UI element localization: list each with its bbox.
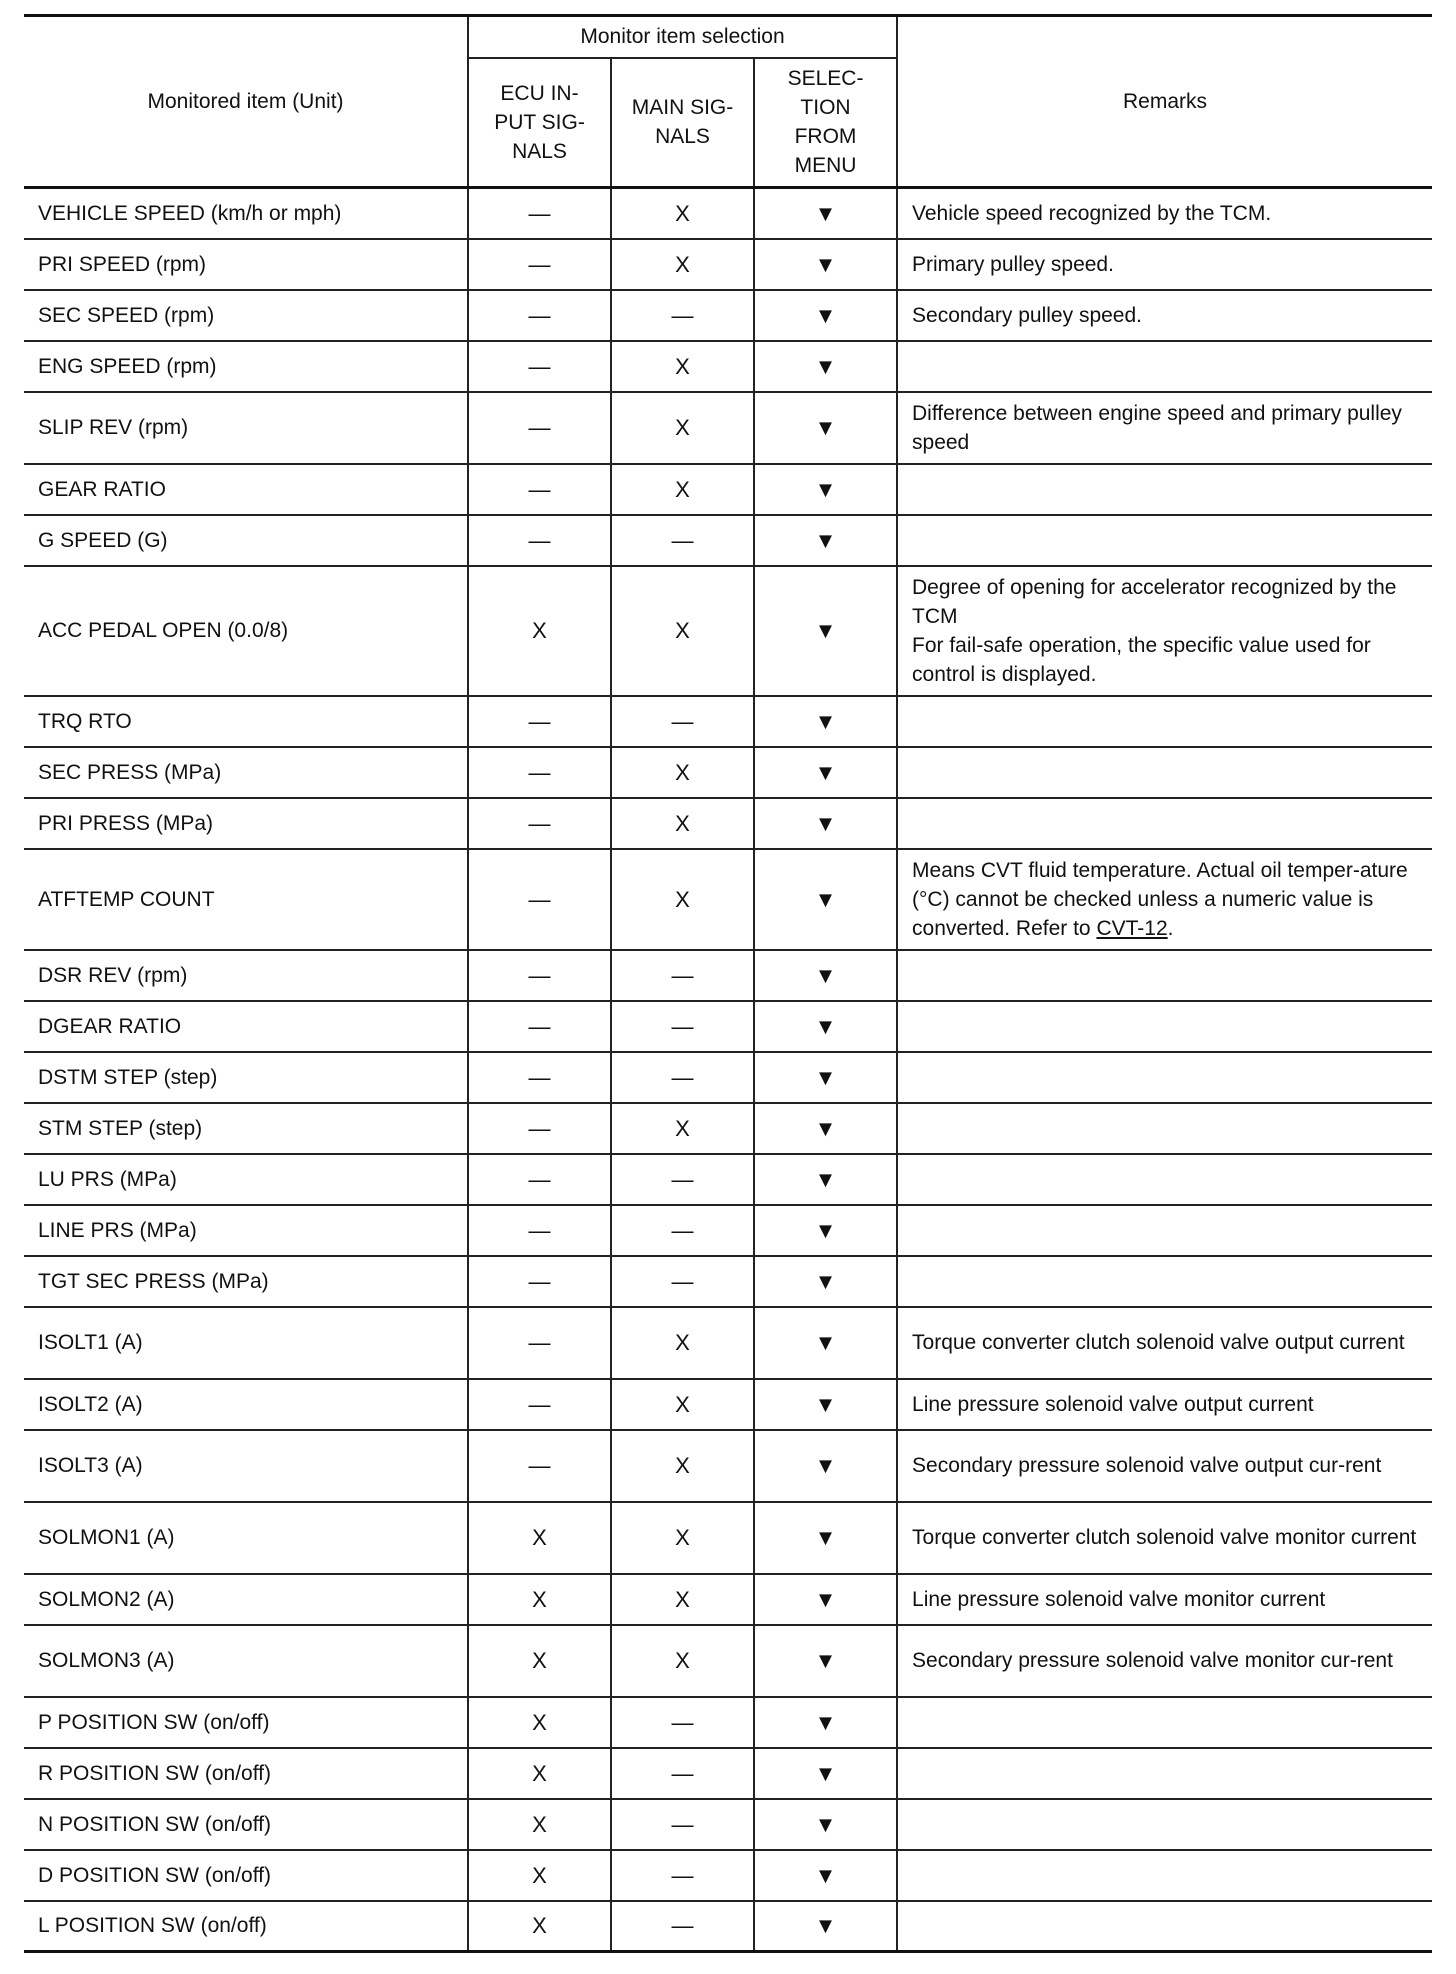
row-main-signal-mark: — xyxy=(611,1052,754,1103)
row-item: GEAR RATIO xyxy=(24,464,468,515)
row-menu-mark: ▼ xyxy=(754,188,897,239)
row-remarks: Difference between engine speed and primary pulley speed xyxy=(897,392,1432,464)
table-row xyxy=(24,849,1432,950)
row-remarks xyxy=(897,696,1432,747)
row-item: DSTM STEP (step) xyxy=(24,1052,468,1103)
row-remarks xyxy=(897,798,1432,849)
row-main-signal-mark: — xyxy=(611,1205,754,1256)
row-ecu-input-mark: — xyxy=(468,798,611,849)
row-main-signal-mark: — xyxy=(611,1154,754,1205)
row-item: SOLMON2 (A) xyxy=(24,1574,468,1625)
table-row xyxy=(24,1256,1432,1307)
row-item: ENG SPEED (rpm) xyxy=(24,341,468,392)
table-row xyxy=(24,1154,1432,1205)
row-item: SLIP REV (rpm) xyxy=(24,392,468,464)
row-main-signal-mark: X xyxy=(611,1430,754,1502)
remarks-text: Means CVT fluid temperature. Actual oil temper-ature (°C) cannot be checked unless a numeric value is converted. Refer to xyxy=(912,858,1408,940)
row-remarks xyxy=(897,950,1432,1001)
row-menu-mark: ▼ xyxy=(754,1307,897,1379)
row-ecu-input-mark: — xyxy=(468,1103,611,1154)
row-remarks: Secondary pulley speed. xyxy=(897,290,1432,341)
row-menu-mark: ▼ xyxy=(754,849,897,950)
row-ecu-input-mark: — xyxy=(468,747,611,798)
row-menu-mark: ▼ xyxy=(754,1430,897,1502)
row-item: N POSITION SW (on/off) xyxy=(24,1799,468,1850)
row-menu-mark: ▼ xyxy=(754,566,897,696)
row-main-signal-mark: X xyxy=(611,798,754,849)
row-main-signal-mark: — xyxy=(611,1697,754,1748)
row-item: P POSITION SW (on/off) xyxy=(24,1697,468,1748)
row-item: D POSITION SW (on/off) xyxy=(24,1850,468,1901)
row-remarks xyxy=(897,1850,1432,1901)
row-remarks xyxy=(897,1256,1432,1307)
row-ecu-input-mark: — xyxy=(468,1052,611,1103)
table-row xyxy=(24,515,1432,566)
row-remarks: Degree of opening for accelerator recognized by the TCM For fail-safe operation, the specific value used for control is displayed. xyxy=(897,566,1432,696)
row-ecu-input-mark: — xyxy=(468,188,611,239)
table-row xyxy=(24,1205,1432,1256)
table-row xyxy=(24,1625,1432,1697)
row-ecu-input-mark: X xyxy=(468,566,611,696)
header-main-signals: MAIN SIG- NALS xyxy=(611,58,754,188)
row-menu-mark: ▼ xyxy=(754,341,897,392)
table-row xyxy=(24,1697,1432,1748)
row-remarks xyxy=(897,1154,1432,1205)
row-item: LINE PRS (MPa) xyxy=(24,1205,468,1256)
row-main-signal-mark: — xyxy=(611,950,754,1001)
table-row xyxy=(24,950,1432,1001)
row-main-signal-mark: X xyxy=(611,849,754,950)
row-remarks xyxy=(897,747,1432,798)
header-ecu-input-signals: ECU IN- PUT SIG- NALS xyxy=(468,58,611,188)
row-ecu-input-mark: X xyxy=(468,1574,611,1625)
row-main-signal-mark: X xyxy=(611,1307,754,1379)
table-row xyxy=(24,566,1432,696)
row-main-signal-mark: X xyxy=(611,464,754,515)
row-remarks xyxy=(897,1001,1432,1052)
row-ecu-input-mark: — xyxy=(468,1307,611,1379)
table-row xyxy=(24,1001,1432,1052)
row-item: ISOLT1 (A) xyxy=(24,1307,468,1379)
row-main-signal-mark: — xyxy=(611,1256,754,1307)
row-item: SOLMON1 (A) xyxy=(24,1502,468,1574)
row-main-signal-mark: X xyxy=(611,188,754,239)
table-row xyxy=(24,1574,1432,1625)
row-item: ACC PEDAL OPEN (0.0/8) xyxy=(24,566,468,696)
row-menu-mark: ▼ xyxy=(754,1379,897,1430)
row-item: ISOLT2 (A) xyxy=(24,1379,468,1430)
row-menu-mark: ▼ xyxy=(754,1799,897,1850)
row-main-signal-mark: X xyxy=(611,1379,754,1430)
row-main-signal-mark: X xyxy=(611,1625,754,1697)
row-main-signal-mark: X xyxy=(611,1502,754,1574)
row-menu-mark: ▼ xyxy=(754,1256,897,1307)
row-ecu-input-mark: — xyxy=(468,696,611,747)
row-item: L POSITION SW (on/off) xyxy=(24,1901,468,1952)
row-menu-mark: ▼ xyxy=(754,950,897,1001)
row-menu-mark: ▼ xyxy=(754,1574,897,1625)
row-remarks: Vehicle speed recognized by the TCM. xyxy=(897,188,1432,239)
table-row xyxy=(24,1307,1432,1379)
row-menu-mark: ▼ xyxy=(754,1103,897,1154)
table-row xyxy=(24,747,1432,798)
row-item: SOLMON3 (A) xyxy=(24,1625,468,1697)
row-ecu-input-mark: X xyxy=(468,1748,611,1799)
row-main-signal-mark: X xyxy=(611,392,754,464)
table-row xyxy=(24,1052,1432,1103)
row-menu-mark: ▼ xyxy=(754,1850,897,1901)
row-menu-mark: ▼ xyxy=(754,1901,897,1952)
row-menu-mark: ▼ xyxy=(754,515,897,566)
row-main-signal-mark: — xyxy=(611,1850,754,1901)
row-item: TRQ RTO xyxy=(24,696,468,747)
row-menu-mark: ▼ xyxy=(754,1697,897,1748)
row-menu-mark: ▼ xyxy=(754,239,897,290)
row-ecu-input-mark: — xyxy=(468,290,611,341)
table-row xyxy=(24,392,1432,464)
table-row xyxy=(24,1748,1432,1799)
row-ecu-input-mark: — xyxy=(468,239,611,290)
row-ecu-input-mark: — xyxy=(468,1205,611,1256)
row-remarks xyxy=(897,464,1432,515)
row-item: STM STEP (step) xyxy=(24,1103,468,1154)
row-remarks: Torque converter clutch solenoid valve output current xyxy=(897,1307,1432,1379)
row-ecu-input-mark: — xyxy=(468,950,611,1001)
row-ecu-input-mark: — xyxy=(468,1154,611,1205)
row-ecu-input-mark: X xyxy=(468,1850,611,1901)
row-main-signal-mark: X xyxy=(611,747,754,798)
table-row xyxy=(24,239,1432,290)
table-row xyxy=(24,1850,1432,1901)
row-item: PRI SPEED (rpm) xyxy=(24,239,468,290)
row-ecu-input-mark: — xyxy=(468,464,611,515)
row-menu-mark: ▼ xyxy=(754,696,897,747)
row-remarks: Line pressure solenoid valve monitor current xyxy=(897,1574,1432,1625)
row-remarks: Secondary pressure solenoid valve monitor cur-rent xyxy=(897,1625,1432,1697)
row-ecu-input-mark: X xyxy=(468,1901,611,1952)
row-ecu-input-mark: — xyxy=(468,392,611,464)
row-menu-mark: ▼ xyxy=(754,1625,897,1697)
row-ecu-input-mark: — xyxy=(468,341,611,392)
monitor-item-table xyxy=(24,14,1432,1953)
row-ecu-input-mark: — xyxy=(468,1001,611,1052)
row-menu-mark: ▼ xyxy=(754,1052,897,1103)
row-ecu-input-mark: — xyxy=(468,1256,611,1307)
row-ecu-input-mark: X xyxy=(468,1697,611,1748)
row-ecu-input-mark: X xyxy=(468,1502,611,1574)
row-remarks xyxy=(897,1052,1432,1103)
row-item: TGT SEC PRESS (MPa) xyxy=(24,1256,468,1307)
row-remarks: Primary pulley speed. xyxy=(897,239,1432,290)
table-row xyxy=(24,464,1432,515)
row-item: G SPEED (G) xyxy=(24,515,468,566)
table-row xyxy=(24,1901,1432,1952)
row-ecu-input-mark: — xyxy=(468,1379,611,1430)
row-item: VEHICLE SPEED (km/h or mph) xyxy=(24,188,468,239)
header-selection-from-menu: SELEC- TION FROM MENU xyxy=(754,58,897,188)
row-main-signal-mark: — xyxy=(611,1799,754,1850)
table-row xyxy=(24,1379,1432,1430)
header-remarks: Remarks xyxy=(897,16,1432,188)
table-row xyxy=(24,1430,1432,1502)
row-remarks xyxy=(897,1901,1432,1952)
row-main-signal-mark: — xyxy=(611,1748,754,1799)
table-row xyxy=(24,1502,1432,1574)
row-main-signal-mark: X xyxy=(611,239,754,290)
row-main-signal-mark: X xyxy=(611,1103,754,1154)
row-main-signal-mark: X xyxy=(611,341,754,392)
table-row xyxy=(24,341,1432,392)
row-remarks: Line pressure solenoid valve output current xyxy=(897,1379,1432,1430)
row-menu-mark: ▼ xyxy=(754,1154,897,1205)
row-ecu-input-mark: X xyxy=(468,1799,611,1850)
row-remarks xyxy=(897,1748,1432,1799)
row-main-signal-mark: — xyxy=(611,1901,754,1952)
row-remarks: Torque converter clutch solenoid valve monitor current xyxy=(897,1502,1432,1574)
row-menu-mark: ▼ xyxy=(754,1748,897,1799)
row-main-signal-mark: X xyxy=(611,1574,754,1625)
row-ecu-input-mark: — xyxy=(468,1430,611,1502)
table-row xyxy=(24,1103,1432,1154)
row-item: SEC SPEED (rpm) xyxy=(24,290,468,341)
table-row xyxy=(24,1799,1432,1850)
reference-link-cvt-12[interactable]: CVT-12 xyxy=(1096,916,1168,940)
row-menu-mark: ▼ xyxy=(754,392,897,464)
row-item: ATFTEMP COUNT xyxy=(24,849,468,950)
row-main-signal-mark: X xyxy=(611,566,754,696)
remarks-end: . xyxy=(1167,916,1174,940)
row-item: DGEAR RATIO xyxy=(24,1001,468,1052)
row-item: LU PRS (MPa) xyxy=(24,1154,468,1205)
row-menu-mark: ▼ xyxy=(754,1205,897,1256)
row-item: PRI PRESS (MPa) xyxy=(24,798,468,849)
row-menu-mark: ▼ xyxy=(754,1001,897,1052)
row-item: ISOLT3 (A) xyxy=(24,1430,468,1502)
table-row xyxy=(24,290,1432,341)
table-row xyxy=(24,188,1432,239)
row-remarks xyxy=(897,849,1432,950)
row-main-signal-mark: — xyxy=(611,515,754,566)
table-row xyxy=(24,798,1432,849)
row-menu-mark: ▼ xyxy=(754,1502,897,1574)
row-ecu-input-mark: — xyxy=(468,515,611,566)
row-item: R POSITION SW (on/off) xyxy=(24,1748,468,1799)
row-ecu-input-mark: X xyxy=(468,1625,611,1697)
row-menu-mark: ▼ xyxy=(754,464,897,515)
row-remarks: Secondary pressure solenoid valve output cur-rent xyxy=(897,1430,1432,1502)
row-remarks xyxy=(897,1205,1432,1256)
row-remarks xyxy=(897,1103,1432,1154)
row-item: DSR REV (rpm) xyxy=(24,950,468,1001)
row-main-signal-mark: — xyxy=(611,696,754,747)
row-remarks xyxy=(897,515,1432,566)
row-item: SEC PRESS (MPa) xyxy=(24,747,468,798)
row-remarks xyxy=(897,1697,1432,1748)
row-remarks xyxy=(897,1799,1432,1850)
row-remarks xyxy=(897,341,1432,392)
header-monitored-item: Monitored item (Unit) xyxy=(24,16,468,188)
row-ecu-input-mark: — xyxy=(468,849,611,950)
table-row xyxy=(24,696,1432,747)
header-monitor-item-selection: Monitor item selection xyxy=(468,16,897,58)
row-menu-mark: ▼ xyxy=(754,747,897,798)
row-main-signal-mark: — xyxy=(611,1001,754,1052)
row-menu-mark: ▼ xyxy=(754,798,897,849)
row-menu-mark: ▼ xyxy=(754,290,897,341)
row-main-signal-mark: — xyxy=(611,290,754,341)
